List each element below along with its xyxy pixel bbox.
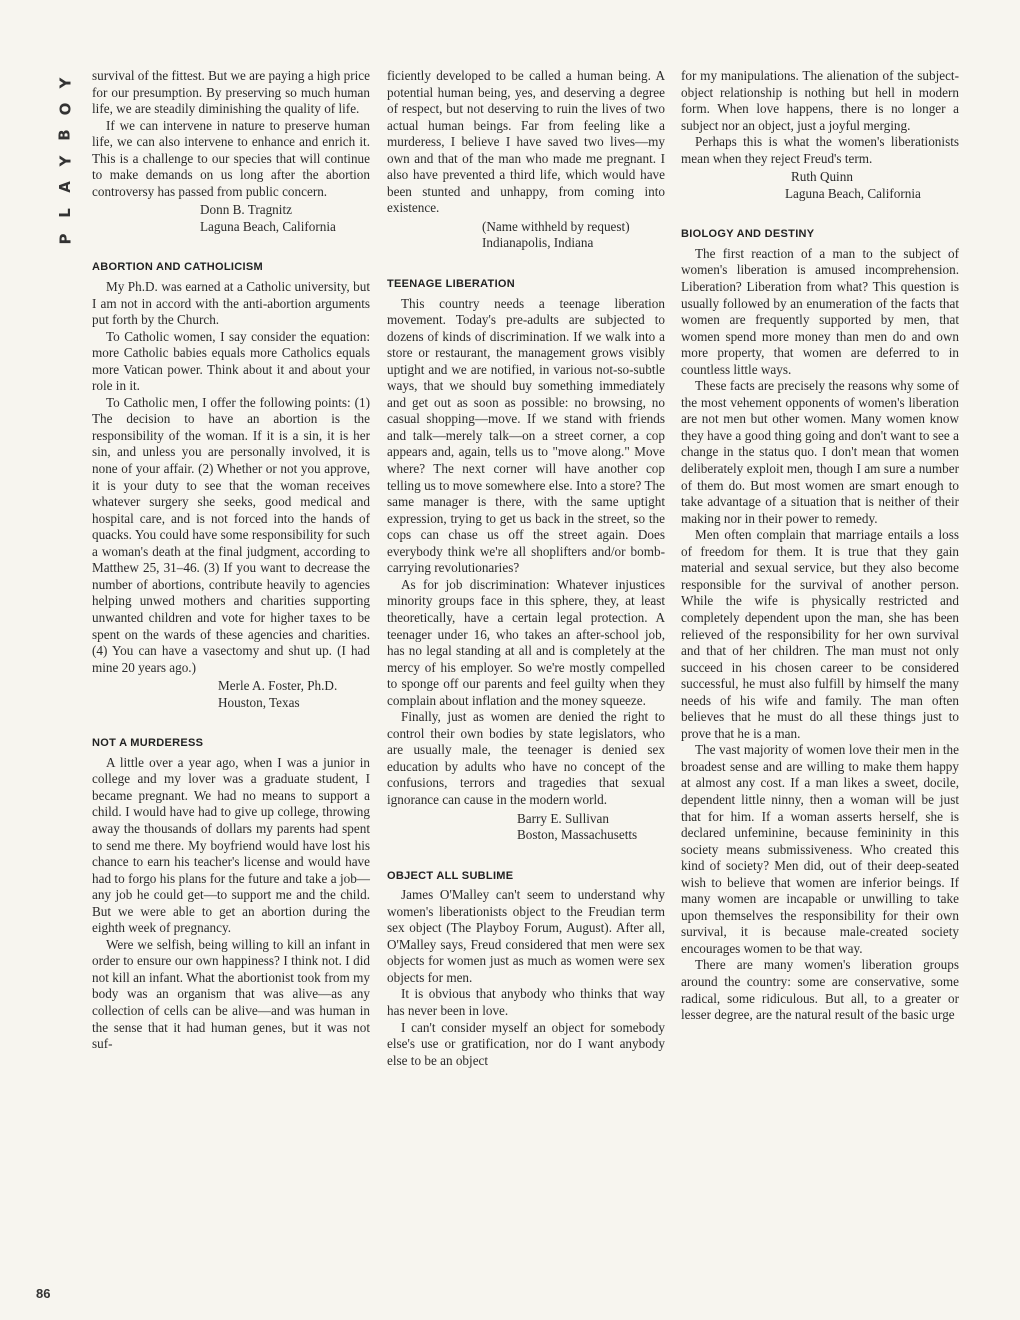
logo-letter: L xyxy=(56,208,74,218)
signature-place: Laguna Beach, California xyxy=(200,218,336,234)
signature-place: Indianapolis, Indiana xyxy=(482,235,594,251)
logo-letter: Y xyxy=(56,77,74,89)
page-number: 86 xyxy=(36,1286,51,1301)
section-heading: TEENAGE LIBERATION xyxy=(387,278,516,291)
section-heading: OBJECT ALL SUBLIME xyxy=(387,869,514,882)
section-heading: BIOLOGY AND DESTINY xyxy=(681,228,815,241)
section-heading: ABORTION AND CATHOLICISM xyxy=(92,261,263,274)
paragraph: This country needs a teenage liberation movement. Today's pre-adults are subjected to dozens of kinds of discrimination. If we walk into a store or restaurant, the management grows visibly uptight and we are notified, in various not-so-subtle ways, that we should buy something immediately and get out as soon as possible: no browsing, no casual shopping—move. If we stand with friends and talk—merely talk—on a street corner, a cop appears and, again, tells us to "move along." Move where? The next corner will have another cop telling us to move somewhere else. Into a store? The same manager is there, with the same uptight expression, trying to get us back in the street, so the cops can chase us off the street again. Does everybody think we're all shoplifters and/or bomb-carrying revolutionaries? xyxy=(387,295,665,576)
signature xyxy=(387,811,665,844)
paragraph: To Catholic men, I offer the following points: (1) The decision to have an abortion is the responsibility of the woman. If it is a sin, it is her sin, and unless you are personally involved, it is none of your affair. (2) Whether or not you approve, it is your duty to see that the woman receives whatever surgery she seeks, good medical and hospital care, and is not forced into the hands of quacks. You could have some responsibility for such a woman's death at the final judgment, according to Matthew 25, 31–46. (3) If you want to decrease the number of abortions, contribute heavily to agencies helping unwed mothers and charities supporting unwanted children and vote for higher taxes to be spent on the wards of these agencies and charities. (4) You can have a vasectomy and shut up. (I had mine 20 years ago.) xyxy=(92,394,370,675)
logo-letter: O xyxy=(55,102,74,116)
signature-place: Boston, Massachusetts xyxy=(517,827,638,843)
paragraph: As for job discrimination: Whatever injustices minority groups face in this sphere, they, at least theoretically, have a certain legal protection. A teenager under 16, who takes an after-school job, has no legal standing at all and is completely at the mercy of his employer. So we're mostly compelled to sponge off our parents and feel guilty when they complain about inflation and the money squeeze. xyxy=(387,576,665,708)
paragraph: ficiently developed to be called a human being. A potential human being, yes, and deserving a degree of respect, but not deserving to ruin the lives of two actual human beings. Far from feeling like a murderess, I believe I have saved two lives—my own and that of the man who made me pregnant. I also have prevented a third life, which would have been stunted and unhappy, from coming into existence. xyxy=(387,68,665,216)
paragraph: A little over a year ago, when I was a junior in college and my lover was a graduate student, I became pregnant. We had no means to support a child. I would have had to give up college, throwing away the thousands of dollars my parents had spent to send me there. My boyfriend would have lost his chance to earn his teacher's license and would have had to forgo his plans for the future and take a job—any job he could get—to support me and the child. But we were able to get an abortion during the eighth week of pregnancy. xyxy=(92,754,370,936)
paragraph: James O'Malley can't seem to understand why women's liberationists object to the Freudian term sex object (The Playboy Forum, August). After all, O'Malley says, Freud considered that men were sex objects for women just as much as women were sex objects for men. xyxy=(387,887,665,985)
signature xyxy=(92,678,370,711)
signature xyxy=(681,169,959,202)
signature-name: Merle A. Foster, Ph.D. xyxy=(218,678,338,694)
paragraph: If we can intervene in nature to preserve human life, we can also intervene to enhance and enrich it. This is a challenge to our species that will continue to make demands on us long after the abortion controversy has passed from public concern. xyxy=(92,117,370,199)
paragraph: It is obvious that anybody who thinks that way has never been in love. xyxy=(387,986,665,1018)
paragraph: I can't consider myself an object for somebody else's use or gratification, nor do I want anybody else to be an object xyxy=(387,1019,665,1068)
paragraph: The vast majority of women love their men in the broadest sense and are willing to make them happy at almost any cost. If a man likes a sweet, docile, dependent little ninny, then a woman will be just that for him. If a woman asserts herself, she is declared unfeminine, because femininity in this society means submissiveness. Who created this kind of society? Men did, out of their deep-seated wish to believe that women are inferior beings. If many women are incapable or unwilling to take upon themselves the responsibility for their own survival, it is because male-created society encourages women to be that way. xyxy=(681,742,959,956)
paragraph: for my manipulations. The alienation of the subject-object relationship is nothing but hell in modern form. When love happens, there is no longer a subject nor an object, just a joyful merging. xyxy=(681,68,959,133)
paragraph: Finally, just as women are denied the right to control their own bodies by state legislators, who are usually male, the teenager is denied sex education by adults who have no concept of the confusions, terrors and tragedies that sexual ignorance can cause in the modern world. xyxy=(387,709,665,807)
column-3 xyxy=(681,68,959,1024)
paragraph: These facts are precisely the reasons why some of the most vehement opponents of women's liberation are not men but other women. Many women know they have a good thing going and don't want to see a change in the status quo. I don't mean that women deliberately exploit men, though I am sure a number of them do. But most women are smart enough to take advantage of a situation that is neither of their making nor in their power to remedy. xyxy=(681,378,959,526)
signature-name: Barry E. Sullivan xyxy=(517,810,609,826)
signature-name: Donn B. Tragnitz xyxy=(200,202,292,218)
paragraph: There are many women's liberation groups around the country: some are conservative, some radical, some ridiculous. But all, to a greater or lesser degree, are the natural result of the basic urge xyxy=(681,957,959,1023)
paragraph: To Catholic women, I say consider the equation: more Catholic babies equals more Catholics equals more Vatican power. Think about it and about your role in it. xyxy=(92,328,370,394)
signature xyxy=(92,202,370,235)
signature-place: Laguna Beach, California xyxy=(785,185,921,201)
logo-letter: P xyxy=(56,233,74,245)
column-2 xyxy=(387,68,665,1069)
section-heading: NOT A MURDERESS xyxy=(92,737,204,750)
playboy-vertical-logo xyxy=(52,70,78,252)
paragraph: My Ph.D. was earned at a Catholic university, but I am not in accord with the anti-abortion arguments put forth by the Church. xyxy=(92,279,370,328)
paragraph: The first reaction of a man to the subject of women's liberation is amused incomprehension. Liberation? Liberation from what? This question is usually followed by an enumeration of the facts that women are frequently supported by men, that women spend more money than men do and own more property, that women are deferred to in countless little ways. xyxy=(681,245,959,377)
signature xyxy=(387,219,665,252)
signature-place: Houston, Texas xyxy=(218,694,300,710)
paragraph: Were we selfish, being willing to kill an infant in order to ensure our own happiness? I think not. I did not kill an infant. What the abortionist took from my body was an organism that was alive—as any collection of cells can be alive—and was human in the sense that it had human genes, but it was not suf- xyxy=(92,936,370,1052)
paragraph: survival of the fittest. But we are paying a high price for our presumption. By preserving so much human life, we are steadily diminishing the quality of life. xyxy=(92,68,370,117)
column-1 xyxy=(92,68,370,1053)
logo-letter: Y xyxy=(56,155,74,167)
paragraph: Perhaps this is what the women's liberationists mean when they reject Freud's term. xyxy=(681,134,959,166)
signature-name: (Name withheld by request) xyxy=(482,218,630,234)
signature-name: Ruth Quinn xyxy=(791,169,853,185)
logo-letter: B xyxy=(56,129,74,141)
logo-letter: A xyxy=(55,181,74,193)
paragraph: Men often complain that marriage entails a loss of freedom for them. It is true that they gain material and sexual service, but they also become responsible for the survival of another person. While the wife is physically restricted and completely dependent upon the man, she has been relieved of the responsibility for her own survival and that of her children. The man must not only succeed in his chosen career to be considered successful, he must also fulfill by himself the many needs of his wife and family. The man often believes that he must do all these things just to prove that he is a man. xyxy=(681,527,959,741)
